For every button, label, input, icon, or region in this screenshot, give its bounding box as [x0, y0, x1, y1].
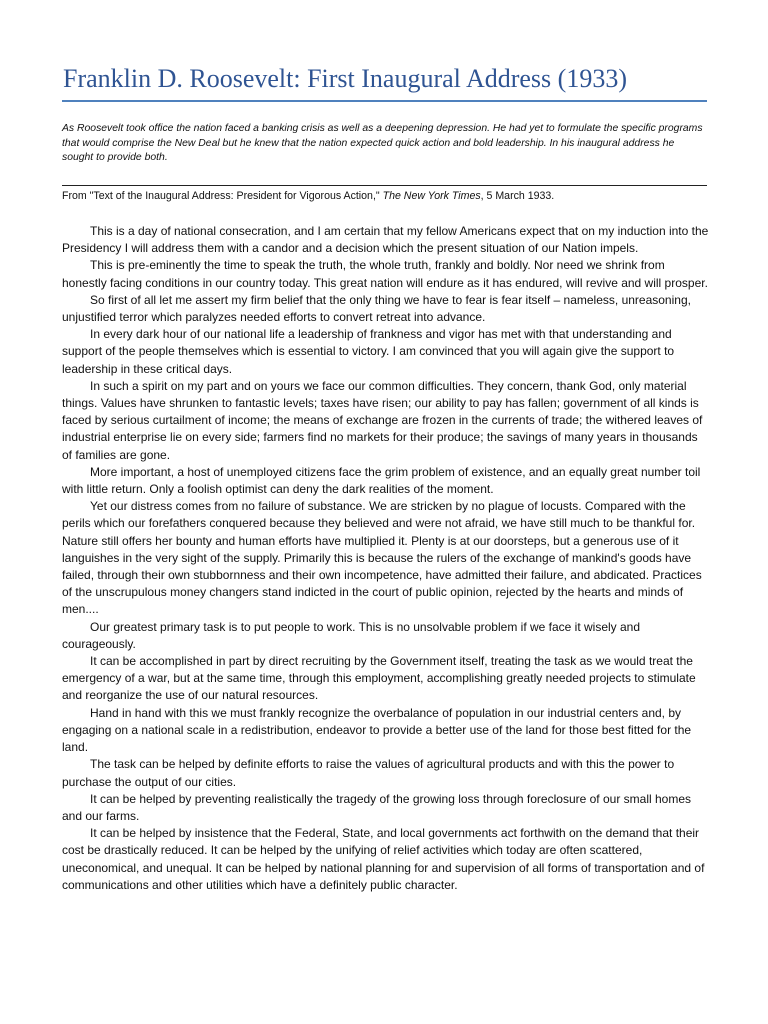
paragraph: The task can be helped by definite efforts to raise the values of agricultural products and with this the power to purchase the output of our cities.	[62, 757, 675, 789]
title-divider	[62, 100, 707, 102]
paragraph: So first of all let me assert my firm belief that the only thing we have to fear is fear itself – nameless, unreasoning, unjustified terror which paralyzes needed efforts to convert retreat into advance.	[62, 292, 691, 325]
paragraph: This is a day of national consecration, and I am certain that my fellow Americans expect that on my induction into the Presidency I will address them with a candor and a decision which the present situation of our Nation impels.	[62, 224, 709, 256]
paragraph: In such a spirit on my part and on yours we face our common difficulties. They concern, thank God, only material things. Values have shrunken to fantastic levels; taxes have risen; our ability to pay has fallen; government of all kinds is faced by serious curtailment of income; the means of exchange are frozen in the currents of trade; the withered leaves of industrial enterprise lie on every side; farmers find no markets for their produce; the savings of many years in thousands of families are gone.	[62, 378, 703, 462]
paragraph: It can be helped by preventing realistically the tragedy of the growing loss through foreclosure of our small homes and our farms.	[62, 791, 691, 823]
paragraph: It can be accomplished in part by direct recruiting by the Government itself, treating the task as we would treat the emergency of a war, but at the same time, through this employment, accomplishing greatly needed projects to stimulate and reorganize the use of our natural resources.	[62, 654, 696, 703]
paragraph: More important, a host of unemployed citizens face the grim problem of existence, and an equally great number toil with little return. Only a foolish optimist can deny the dark realities of the moment.	[62, 464, 701, 497]
source-prefix: From "Text of the Inaugural Address: President for Vigorous Action,"	[62, 190, 383, 202]
source-citation	[62, 189, 722, 203]
paragraph: In every dark hour of our national life a leadership of frankness and vigor has met with that understanding and support of the people themselves which is essential to victory. I am convinced that you will again give the support to leadership in these critical days.	[62, 327, 675, 376]
paragraph: Our greatest primary task is to put people to work. This is no unsolvable problem if we face it wisely and courageously.	[62, 619, 641, 651]
source-divider	[62, 185, 707, 186]
intro-note: As Roosevelt took office the nation faced a banking crisis as well as a deepening depression. He had yet to formulate the specific programs that would comprise the New Deal but he knew that the nation expected quick action and bold leadership. In his inaugural address he sought to provide both.	[62, 123, 703, 163]
source-publication: The New York Times	[382, 190, 481, 202]
document-title: Franklin D. Roosevelt: First Inaugural Address (1933)	[63, 64, 627, 93]
paragraph: This is pre-eminently the time to speak the truth, the whole truth, frankly and boldly. Nor need we shrink from honestly facing conditions in our country today. This great nation will endure as it has endured, will revive and will prosper.	[62, 258, 708, 290]
paragraph: Hand in hand with this we must frankly recognize the overbalance of population in our industrial centers and, by engaging on a national scale in a redistribution, endeavor to provide a better use of the land for those best fitted for the land.	[62, 705, 692, 755]
paragraph: It can be helped by insistence that the Federal, State, and local governments act forthwith on the demand that their cost be drastically reduced. It can be helped by the unifying of relief activities which today are often scattered, uneconomical, and unequal. It can be helped by national planning for and supervision of all forms of transportation and of communications and other utilities which have a definitely public character.	[62, 826, 705, 892]
speech-body	[62, 223, 710, 894]
paragraph: Yet our distress comes from no failure of substance. We are stricken by no plague of locusts. Compared with the perils which our forefathers conquered because they believed and were not afraid, we have still much to be thankful for. Nature still offers her bounty and human efforts have multiplied it. Plenty is at our doorsteps, but a generous use of it languishes in the very sight of the supply. Primarily this is because the rulers of the exchange of mankind's goods have failed, through their own stubbornness and their own incompetence, have admitted their failure, and abdicated. Practices of the unscrupulous money changers stand indicted in the court of public opinion, rejected by the hearts and minds of men....	[62, 499, 702, 617]
source-date: , 5 March 1933.	[480, 190, 555, 202]
